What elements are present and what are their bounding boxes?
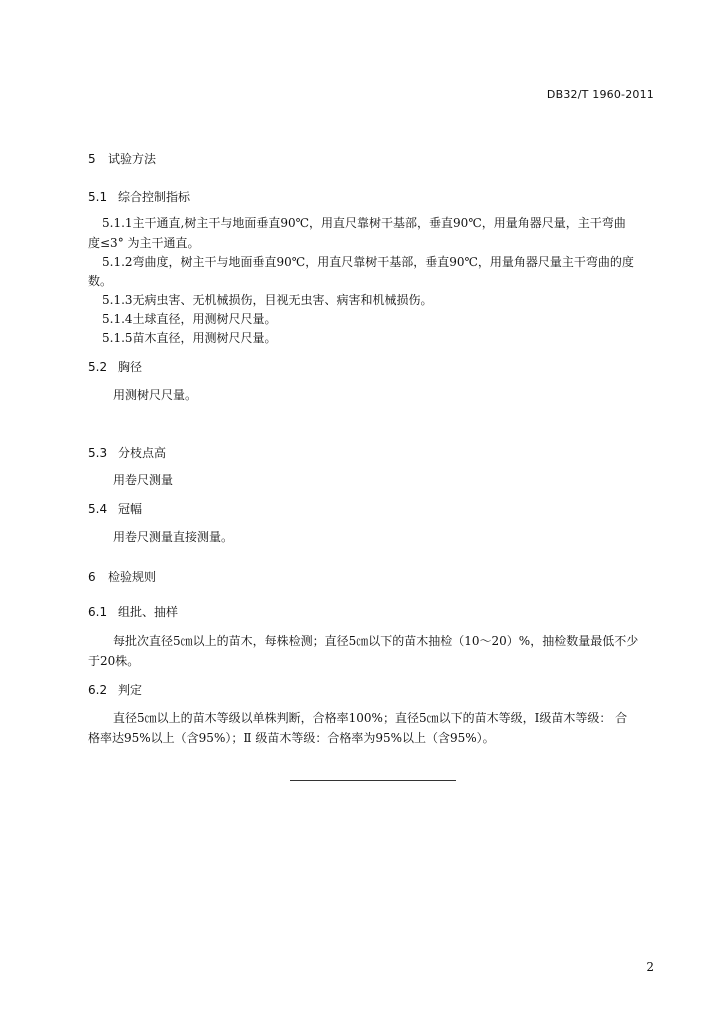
paragraph-line: 格率达95%以上（含95%）；Ⅱ 级苗木等级：合格率为95%以上（含95%）。 [88, 731, 495, 745]
section-number: 5 [88, 152, 96, 166]
paragraph-line: 5.1.5苗木直径，用测树尺尺量。 [102, 331, 277, 345]
section-title: 组批、抽样 [118, 605, 179, 619]
paragraph-line: 度≤3° 为主干通直。 [88, 236, 200, 250]
section-number: 5.2 [88, 360, 108, 374]
section-title: 分枝点高 [118, 446, 167, 460]
section-title: 判定 [118, 683, 143, 697]
section-5-2-heading [88, 360, 142, 374]
paragraph-line: 直径5㎝以上的苗木等级以单株判断，合格率100%；直径5㎝以下的苗木等级，Ⅰ级苗木等级： 合 [113, 711, 628, 725]
section-6-2-heading [88, 683, 142, 697]
section-number: 5.1 [88, 190, 108, 204]
section-6-1-heading [88, 605, 178, 619]
section-title: 综合控制指标 [118, 190, 191, 204]
section-number: 5.4 [88, 502, 108, 516]
standard-code: DB32/T 1960-2011 [546, 88, 654, 101]
paragraph-line: 5.1.3无病虫害、无机械损伤，目视无虫害、病害和机械损伤。 [102, 293, 433, 307]
paragraph-line: 用测树尺尺量。 [113, 388, 198, 402]
section-number: 6.1 [88, 605, 108, 619]
section-5-4-heading [88, 502, 142, 516]
section-title: 冠幅 [118, 502, 143, 516]
paragraph-line: 用卷尺测量直接测量。 [113, 530, 234, 544]
paragraph-line: 5.1.1主干通直,树主干与地面垂直90℃，用直尺靠树干基部，垂直90℃，用量角器尺量，主干弯曲 [102, 216, 626, 230]
section-5-heading [88, 152, 156, 166]
section-number: 6 [88, 570, 96, 584]
paragraph-line: 数。 [88, 274, 113, 288]
section-number: 6.2 [88, 683, 108, 697]
paragraph-line: 5.1.4土球直径，用测树尺尺量。 [102, 312, 277, 326]
page-number: 2 [646, 960, 654, 974]
section-title: 胸径 [118, 360, 143, 374]
section-number: 5.3 [88, 446, 108, 460]
paragraph-line: 于20株。 [88, 654, 140, 668]
end-rule-divider [290, 780, 456, 781]
section-6-heading [88, 570, 156, 584]
paragraph-line: 每批次直径5㎝以上的苗木，每株检测；直径5㎝以下的苗木抽检（10～20）%，抽检数量最低不少 [113, 634, 639, 648]
section-title: 试验方法 [108, 152, 157, 166]
section-title: 检验规则 [108, 570, 157, 584]
paragraph-line: 用卷尺测量 [113, 473, 174, 487]
section-5-1-heading [88, 190, 190, 204]
section-5-3-heading [88, 446, 166, 460]
paragraph-line: 5.1.2弯曲度，树主干与地面垂直90℃，用直尺靠树干基部，垂直90℃，用量角器尺量主干弯曲的度 [102, 255, 634, 269]
